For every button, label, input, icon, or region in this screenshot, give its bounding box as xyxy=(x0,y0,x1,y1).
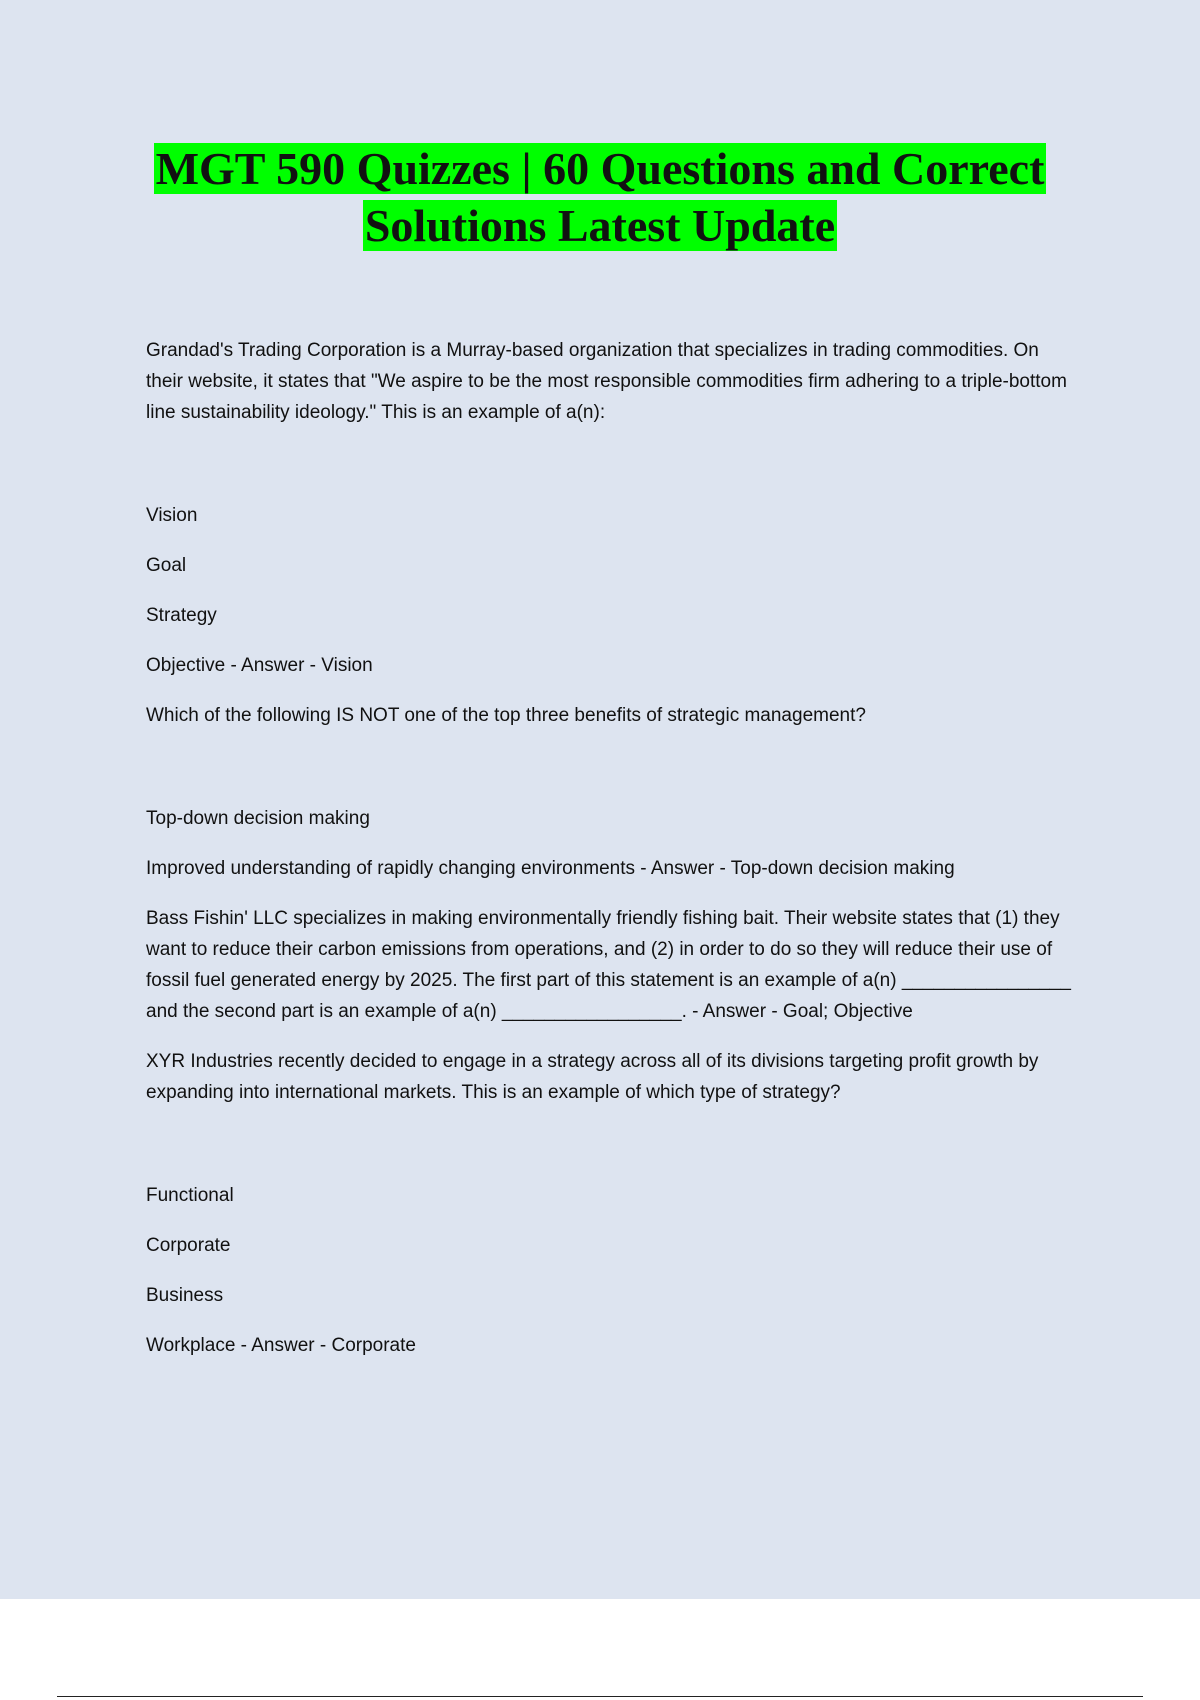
title-line-2: Solutions Latest Update xyxy=(364,200,836,251)
document-title xyxy=(0,140,1200,254)
question-text-with-answer: Bass Fishin' LLC specializes in making environmentally friendly fishing bait. Their website states that (1) they want to reduce their carbon emissions from operations, and (2) in order to do so they will reduce their use of fossil fuel generated energy by 2025. The first part of this statement is an example of a(n) ________________ and the second part is an example of a(n) _________________. - Answer - Goal; Objective xyxy=(146,908,1071,1022)
answer-option: Top-down decision making xyxy=(146,808,370,829)
answer-option-with-answer: Workplace - Answer - Corporate xyxy=(146,1335,416,1356)
document-body xyxy=(146,335,1076,1380)
footer-divider xyxy=(57,1696,1143,1697)
question-text: XYR Industries recently decided to engage in a strategy across all of its divisions targeting profit growth by expanding into international markets. This is an example of which type of strategy? xyxy=(146,1051,1039,1103)
question-text: Grandad's Trading Corporation is a Murray-based organization that specializes in trading commodities. On their website, it states that "We aspire to be the most responsible commodities firm adhering to a triple-bottom line sustainability ideology." This is an example of a(n): xyxy=(146,340,1067,423)
answer-option-with-answer: Improved understanding of rapidly changing environments - Answer - Top-down decision making xyxy=(146,858,955,879)
answer-option: Corporate xyxy=(146,1235,231,1256)
answer-option-with-answer: Objective - Answer - Vision xyxy=(146,655,373,676)
question-text: Which of the following IS NOT one of the top three benefits of strategic management? xyxy=(146,705,866,726)
answer-option: Goal xyxy=(146,555,187,576)
answer-option: Strategy xyxy=(146,605,217,626)
answer-option: Functional xyxy=(146,1185,234,1206)
answer-option: Vision xyxy=(146,505,198,526)
answer-option: Business xyxy=(146,1285,224,1306)
title-line-1: MGT 590 Quizzes | 60 Questions and Correct xyxy=(155,143,1045,194)
